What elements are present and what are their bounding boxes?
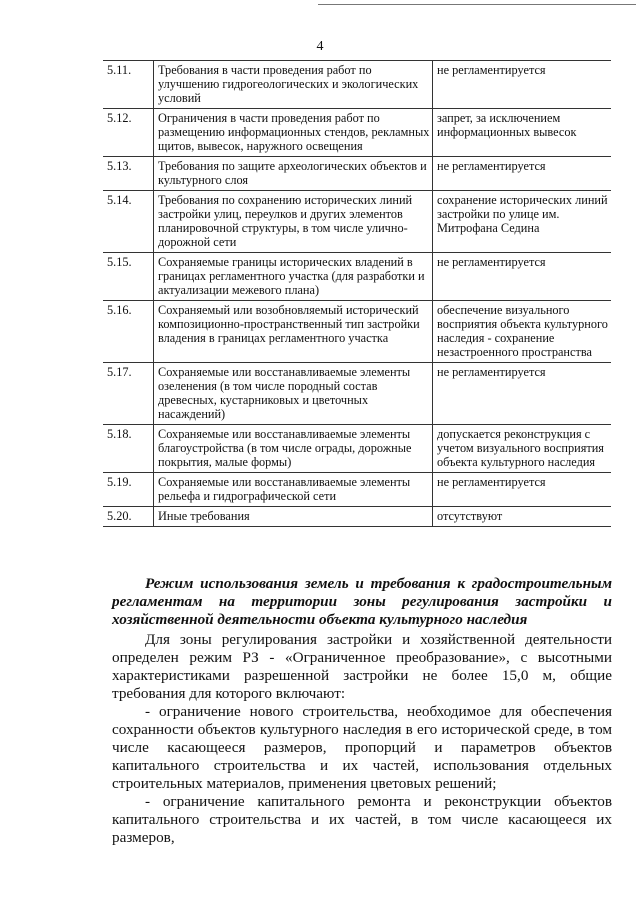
- requirement-value: сохранение исторических линий застройки по улице им. Митрофана Седина: [433, 191, 612, 253]
- section-title: Режим использования земель и требования к градостроительным регламентам на территории зоны регулирования застройки и хозяйственной деятельности объекта культурного наследия: [112, 575, 612, 628]
- requirement-value: не регламентируется: [433, 253, 612, 301]
- requirement-name: Сохраняемые границы исторических владений в границах регламентного участка (для разработки и актуализации межевого плана): [154, 253, 433, 301]
- row-number: 5.13.: [107, 159, 132, 173]
- page-number: 4: [316, 39, 324, 54]
- requirement-value: не регламентируется: [433, 473, 612, 507]
- row-number: 5.17.: [107, 365, 132, 379]
- requirement-name: Сохраняемые или восстанавливаемые элементы озеленения (в том числе породный состав древесных, кустарниковых и цветочных насаждений): [154, 363, 433, 425]
- table-row: [103, 191, 611, 253]
- list-item: - ограничение капитального ремонта и реконструкции объектов капитального строительства и их частей, в том числе касающееся их размеров,: [112, 793, 612, 846]
- table-row: [103, 363, 611, 425]
- requirement-name: Требования по защите археологических объектов и культурного слоя: [154, 157, 433, 191]
- requirement-name: Требования в части проведения работ по улучшению гидрогеологических и экологических условий: [154, 61, 433, 109]
- requirements-table: [103, 60, 611, 527]
- row-number: 5.14.: [107, 193, 132, 207]
- requirement-name: Требования по сохранению исторических линий застройки улиц, переулков и других элементов планировочной структуры, в том числе улично-дорожной сети: [154, 191, 433, 253]
- requirement-value: не регламентируется: [433, 363, 612, 425]
- requirement-name: Ограничения в части проведения работ по размещению информационных стендов, рекламных щитов, вывесок, наружного освещения: [154, 109, 433, 157]
- row-number: 5.18.: [107, 427, 132, 441]
- table-row: [103, 425, 611, 473]
- top-rule: [318, 4, 636, 5]
- table-row: [103, 253, 611, 301]
- requirement-name: Сохраняемый или возобновляемый исторический композиционно-пространственный тип застройки владения в границах регламентного участка: [154, 301, 433, 363]
- row-number: 5.20.: [107, 509, 132, 523]
- requirement-value: обеспечение визуального восприятия объекта культурного наследия - сохранение незастроенного пространства: [433, 301, 612, 363]
- row-number: 5.19.: [107, 475, 132, 489]
- zone-regime-section: [112, 575, 612, 847]
- table-row: [103, 507, 611, 527]
- section-paragraph: Для зоны регулирования застройки и хозяйственной деятельности определен режим РЗ - «Ограниченное преобразование», с высотными характеристиками разрешенной застройки не более 15,0 м, общие требования для которого включают:: [112, 631, 612, 702]
- list-item: - ограничение нового строительства, необходимое для обеспечения сохранности объектов культурного наследия в его исторической среде, в том числе касающееся размеров, пропорций и параметров объектов капитального строительства и их частей, использования отдельных строительных материалов, применения цветовых решений;: [112, 703, 612, 792]
- row-number: 5.16.: [107, 303, 132, 317]
- requirement-name: Иные требования: [154, 507, 433, 527]
- table-row: [103, 473, 611, 507]
- table-row: [103, 157, 611, 191]
- row-number: 5.11.: [107, 63, 132, 77]
- table-row: [103, 301, 611, 363]
- row-number: 5.15.: [107, 255, 132, 269]
- requirement-name: Сохраняемые или восстанавливаемые элементы благоустройства (в том числе ограды, дорожные покрытия, малые формы): [154, 425, 433, 473]
- table-row: [103, 109, 611, 157]
- table-row: [103, 61, 611, 109]
- requirement-value: запрет, за исключением информационных вывесок: [433, 109, 612, 157]
- requirement-name: Сохраняемые или восстанавливаемые элементы рельефа и гидрографической сети: [154, 473, 433, 507]
- requirement-value: не регламентируется: [433, 61, 612, 109]
- requirement-value: отсутствуют: [433, 507, 612, 527]
- requirement-value: не регламентируется: [433, 157, 612, 191]
- requirement-value: допускается реконструкция с учетом визуального восприятия объекта культурного наследия: [433, 425, 612, 473]
- row-number: 5.12.: [107, 111, 132, 125]
